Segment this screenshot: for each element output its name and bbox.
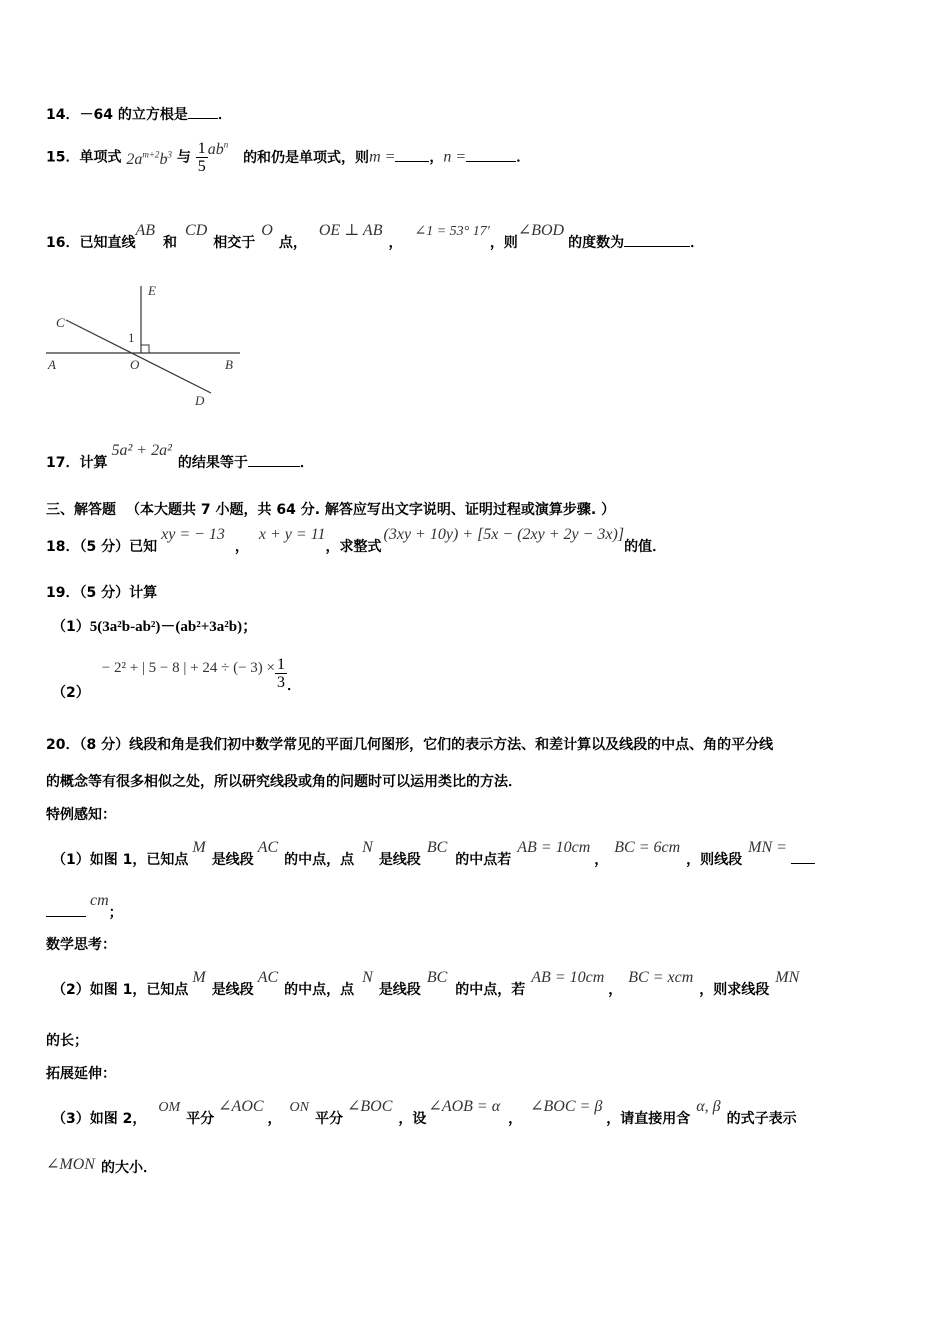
section-3-heading: 三、解答题 （本大题共 7 小题，共 64 分. 解答应写出文字说明、证明过程或演算步骤. ）: [46, 502, 616, 518]
label-a: A: [48, 357, 56, 372]
right-angle-mark: [141, 345, 149, 353]
question-18: 18．（5 分）已知xy = − 13，x + y = 11，求整式(3xy + 10y) + [5x − (2xy + 2y − 3x)]的值．: [46, 526, 667, 555]
question-14: 14．－64 的立方根是 ．: [46, 107, 232, 123]
question-17: 17．计算5a² + 2a²的结果等于 ．: [46, 442, 314, 471]
answer-blank-m: [395, 149, 429, 162]
heading-extension: 拓展延伸：: [46, 1066, 116, 1082]
label-angle-1: 1: [128, 330, 135, 345]
question-20-intro-line-1: 20．（8 分）线段和角是我们初中数学常见的平面几何图形，它们的表示方法、和差计算以及线段的中点、角的平分线: [46, 737, 774, 753]
answer-blank: [188, 106, 218, 119]
question-20-part-2-continued: 的长；: [46, 1033, 88, 1049]
question-19-part-2: （2）− 2² + | 5 − 8 | + 24 ÷ (− 3) × $\frac{1}{3}$ ．: [52, 656, 301, 701]
question-20-part-3: （3）如图 2，OM平分∠AOC，ON平分∠BOC，设∠AOB = α，∠BOC = β，请直接用含α, β的式子表示: [52, 1098, 797, 1127]
label-b: B: [225, 357, 233, 372]
monomial-2: $ab^n$: [207, 139, 229, 158]
answer-blank: [624, 234, 690, 247]
question-20-part-2: （2）如图 1，已知点M是线段AC的中点，点N是线段BC的中点，若AB = 10cm，BC = xcm，则求线段MN: [52, 969, 800, 998]
question-20-intro-line-2: 的概念等有很多相似之处，所以研究线段或角的问题时可以运用类比的方法．: [46, 774, 522, 790]
monomial-1: $2a^{m+2}b^3$: [126, 149, 172, 168]
question-16: 16．已知直线AB和CD相交于O点，OE ⊥ AB，∠1 = 53° 17′，则∠BOD的度数为 ．: [46, 222, 705, 251]
answer-blank: [248, 454, 300, 467]
answer-blank-start: [791, 851, 815, 864]
intersecting-lines-figure: [44, 280, 244, 410]
answer-blank-end: [46, 904, 86, 917]
label-d: D: [195, 393, 205, 408]
heading-special-case: 特例感知：: [46, 807, 116, 823]
label-o: O: [130, 357, 140, 372]
fraction-one-third: $\frac{1}{3}$: [276, 656, 285, 691]
question-20-part-3-continued: ∠MON 的大小．: [46, 1156, 157, 1176]
question-19-part-1: （1）5(3a²b-ab²)－(ab²+3a²b)；: [52, 619, 258, 635]
question-20-part-1-continued: cm；: [46, 902, 123, 922]
label-c: C: [56, 315, 65, 330]
answer-blank-n: [466, 149, 516, 162]
question-19: 19．（5 分）计算: [46, 585, 158, 601]
fraction-one-fifth: $\frac{1}{5}$: [197, 140, 206, 175]
heading-math-thinking: 数学思考：: [46, 937, 116, 953]
label-e: E: [148, 283, 156, 298]
question-15: 15．单项式 $2a^{m+2}b^3$ 与 $\frac{1}{5}$ $ab^n$ 的和仍是单项式，则m = ，n = ．: [46, 139, 531, 175]
question-20-part-1: （1）如图 1，已知点M是线段AC的中点，点N是线段BC的中点若AB = 10cm，BC = 6cm，则线段MN =: [52, 849, 815, 869]
